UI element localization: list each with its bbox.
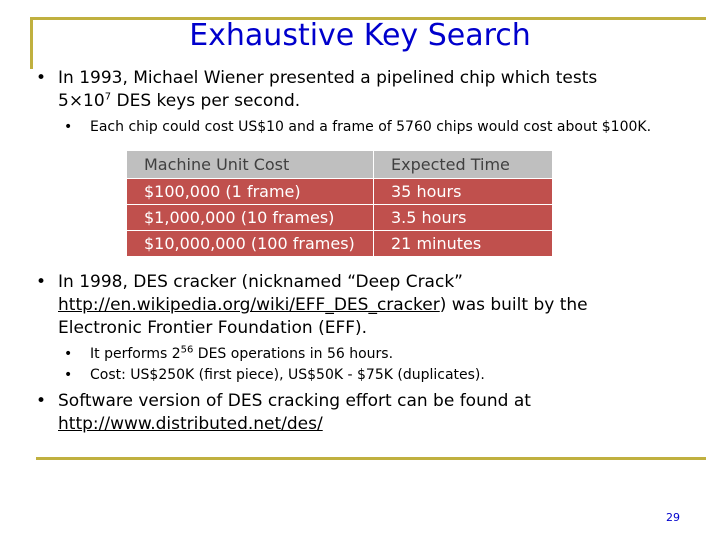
bullet-text-line2: $5\times 10^7$ DES keys per second. (58, 91, 301, 111)
page-number: 29 (666, 511, 680, 524)
bullet-deep-crack (36, 271, 696, 341)
table-cell: 3.5 hours (374, 205, 553, 231)
bullet-dot-icon: • (36, 68, 47, 88)
bullet-text-line1: Software version of DES cracking effort can be found at (58, 391, 531, 411)
eff-des-cracker-link[interactable]: http://en.wikipedia.org/wiki/EFF_DES_cracker (58, 295, 440, 315)
sub-bullet-text: It performs $2^{56}$ DES operations in 56 hours. (90, 344, 394, 362)
bullet-dot-icon: • (36, 391, 47, 411)
bullet-wiener-chip (36, 67, 696, 115)
bullet-dot-icon: • (64, 367, 73, 383)
bullet-text-line1: In 1993, Michael Wiener presented a pipelined chip which tests (58, 68, 598, 88)
bullet-dot-icon: • (64, 119, 73, 135)
table-header-row (127, 151, 553, 179)
table-cell: 35 hours (374, 179, 553, 205)
bullet-dot-icon: • (64, 346, 73, 362)
slide-title: Exhaustive Key Search (189, 18, 531, 53)
table-row (127, 179, 553, 205)
sub-bullet-text: Cost: US$250K (first piece), US$50K - $75K (duplicates). (90, 367, 485, 383)
table-cell: $100,000 (1 frame) (127, 179, 374, 205)
distributed-net-link[interactable]: http://www.distributed.net/des/ (58, 414, 323, 434)
table-cell: $10,000,000 (100 frames) (127, 231, 374, 257)
table-cell: 21 minutes (374, 231, 553, 257)
cost-time-table (126, 150, 553, 257)
bullet-text-line2: ) was built by the (439, 295, 588, 315)
footer-rule (36, 457, 706, 460)
bullet-software-version (36, 390, 696, 438)
table-header-cell: Machine Unit Cost (127, 151, 374, 179)
bullet-text-line3: Electronic Frontier Foundation (EFF). (58, 318, 368, 338)
table-cell: $1,000,000 (10 frames) (127, 205, 374, 231)
table-header-cell: Expected Time (374, 151, 553, 179)
table-row (127, 205, 553, 231)
bullet-dot-icon: • (36, 272, 47, 292)
bullet-text-line1: In 1998, DES cracker (nicknamed “Deep Crack” (58, 272, 463, 292)
sub-bullet-text: Each chip could cost US$10 and a frame of 5760 chips would cost about $100K. (90, 119, 652, 135)
table-row (127, 231, 553, 257)
